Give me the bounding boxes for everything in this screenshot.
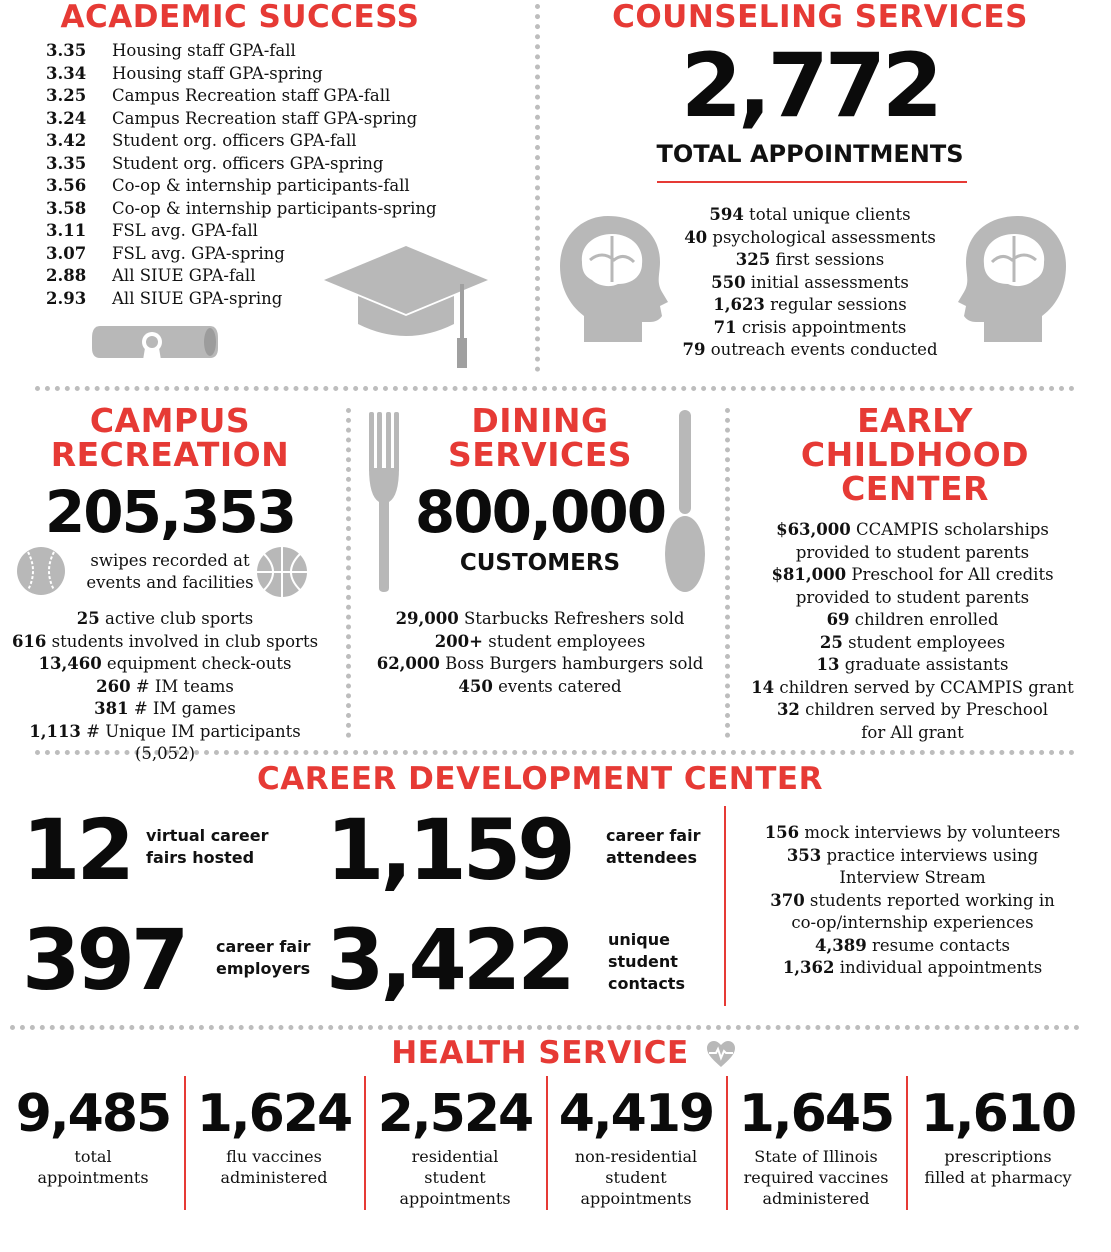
counseling-title: COUNSELING SERVICES: [612, 0, 1028, 35]
list-item: 3.11 FSL avg. GPA-fall: [46, 221, 258, 240]
health-stat: [366, 1084, 544, 1209]
career-list: [740, 822, 1085, 980]
list-item: provided to student parents: [795, 542, 1030, 562]
list-item: for All grant: [861, 722, 964, 742]
list-item: 62,000 Boss Burgers hamburgers sold: [376, 654, 704, 673]
career-stat-caption: career fair attendees: [606, 826, 701, 867]
list-item: 79 outreach events conducted: [682, 340, 938, 359]
early-childhood-list: [740, 519, 1085, 744]
spoon-icon: [664, 408, 706, 594]
health-stat-number: 2,524: [377, 1084, 533, 1144]
list-item: 13 graduate assistants: [816, 655, 1009, 674]
list-item: 32 children served by Preschool: [776, 700, 1049, 719]
list-item: 616 students involved in club sports: [11, 631, 319, 651]
counseling-total: 2,772: [680, 34, 940, 137]
heart-pulse-icon: [706, 1040, 736, 1068]
career-stat-number: 397: [22, 911, 186, 1009]
list-item: 1,623 regular sessions: [713, 295, 907, 314]
health-stat-caption: total appointments: [37, 1147, 149, 1187]
divider-career-red: [724, 806, 726, 1006]
fork-icon: [367, 410, 401, 594]
list-item: 3.42 Student org. officers GPA-fall: [46, 131, 357, 150]
list-item: 370 students reported working in: [770, 890, 1055, 910]
health-stat-caption: flu vaccines administered: [220, 1147, 328, 1187]
recreation-total-caption: swipes recorded at events and facilities: [86, 551, 254, 592]
recreation-list: [0, 608, 330, 766]
dining-list: [360, 608, 720, 698]
career-stat-caption: virtual career fairs hosted: [146, 826, 269, 867]
health-stat-caption: State of Illinois required vaccines administered: [743, 1147, 889, 1208]
divider-horizontal-3: [10, 1025, 1080, 1030]
health-stat: [908, 1084, 1088, 1188]
list-item: 3.07 FSL avg. GPA-spring: [46, 243, 285, 263]
list-item: 550 initial assessments: [711, 272, 909, 292]
career-stat-number: 1,159: [326, 801, 572, 899]
health-stat-number: 1,624: [196, 1084, 352, 1144]
list-item: 69 children enrolled: [826, 610, 999, 629]
health-stat-caption: non-residential student appointments: [574, 1147, 698, 1208]
list-item: 381 # IM games: [94, 699, 236, 718]
counseling-list: [650, 204, 970, 362]
head-brain-icon: [558, 212, 670, 344]
divider-vertical-mid-2: [725, 408, 730, 738]
list-item: $63,000 CCAMPIS scholarships: [776, 520, 1049, 539]
recreation-title: CAMPUS RECREATION: [50, 401, 290, 474]
graduation-cap-icon: [322, 244, 490, 370]
list-item: 71 crisis appointments: [713, 317, 907, 337]
list-item: provided to student parents: [795, 587, 1030, 607]
list-item: 325 first sessions: [735, 250, 885, 269]
list-item: 29,000 Starbucks Refreshers sold: [395, 609, 685, 628]
list-item: 3.34 Housing staff GPA-spring: [46, 63, 323, 83]
list-item: 3.35 Student org. officers GPA-spring: [46, 153, 384, 173]
health-stat-caption: prescriptions filled at pharmacy: [924, 1147, 1072, 1187]
list-item: 156 mock interviews by volunteers: [764, 823, 1061, 842]
list-item: 25 active club sports: [76, 609, 254, 628]
career-stat-number: 12: [22, 801, 131, 899]
list-item: 13,460 equipment check-outs: [38, 654, 292, 673]
dining-total-label: CUSTOMERS: [459, 550, 621, 576]
list-item: 353 practice interviews using: [786, 845, 1039, 865]
counseling-rule: [657, 181, 967, 183]
head-brain-icon: [956, 212, 1068, 344]
list-item: 4,389 resume contacts: [815, 935, 1010, 955]
career-stat-number: 3,422: [326, 911, 572, 1009]
divider-vertical-top: [535, 4, 540, 372]
list-item: 2.93 All SIUE GPA-spring: [46, 288, 283, 308]
dining-title: DINING SERVICES: [447, 401, 633, 474]
career-stat-caption: career fair employers: [216, 937, 311, 978]
list-item: 200+ student employees: [434, 631, 646, 651]
health-stat: [548, 1084, 724, 1209]
list-item: 594 total unique clients: [709, 205, 911, 224]
basketball-icon: [256, 546, 308, 598]
career-stat-caption: unique student contacts: [608, 930, 685, 993]
counseling-total-label: TOTAL APPOINTMENTS: [656, 140, 964, 168]
list-item: 450 events catered: [458, 676, 622, 696]
career-title: CAREER DEVELOPMENT CENTER: [257, 761, 823, 797]
diploma-icon: [90, 320, 220, 372]
list-item: co-op/internship experiences: [791, 913, 1034, 932]
list-item: 260 # IM teams: [96, 676, 234, 696]
list-item: $81,000 Preschool for All credits: [771, 565, 1054, 584]
list-item: 2.88 All SIUE GPA-fall: [46, 266, 256, 285]
early-childhood-title: EARLY CHILDHOOD CENTER: [800, 401, 1030, 508]
list-item: 40 psychological assessments: [684, 227, 936, 247]
health-stat-number: 4,419: [558, 1084, 714, 1144]
baseball-icon: [16, 546, 66, 596]
health-stat-number: 1,610: [920, 1084, 1076, 1144]
list-item: Interview Stream: [839, 868, 986, 887]
list-item: 25 student employees: [819, 632, 1006, 652]
recreation-total: 205,353: [44, 478, 296, 546]
list-item: 3.24 Campus Recreation staff GPA-spring: [46, 108, 418, 128]
health-stat: [728, 1084, 904, 1209]
list-item: 3.35 Housing staff GPA-fall: [46, 41, 296, 60]
divider-vertical-mid-1: [346, 408, 351, 738]
list-item: 3.25 Campus Recreation staff GPA-fall: [46, 86, 391, 105]
list-item: 3.58 Co-op & internship participants-spring: [46, 198, 437, 218]
health-stat-caption: residential student appointments: [399, 1147, 511, 1208]
list-item: 14 children served by CCAMPIS grant: [751, 677, 1074, 697]
health-stat: [4, 1084, 182, 1188]
divider-horizontal-1: [35, 386, 1075, 391]
health-stat: [186, 1084, 362, 1188]
health-stat-number: 1,645: [738, 1084, 894, 1144]
list-item: 1,113 # Unique IM participants (5,052): [29, 721, 301, 763]
dining-total: 800,000: [414, 478, 666, 546]
health-stat-number: 9,485: [15, 1084, 171, 1144]
list-item: 3.56 Co-op & internship participants-fall: [46, 176, 410, 195]
health-title: HEALTH SERVICE: [391, 1035, 689, 1071]
list-item: 1,362 individual appointments: [782, 958, 1043, 977]
academic-title: ACADEMIC SUCCESS: [60, 0, 420, 35]
